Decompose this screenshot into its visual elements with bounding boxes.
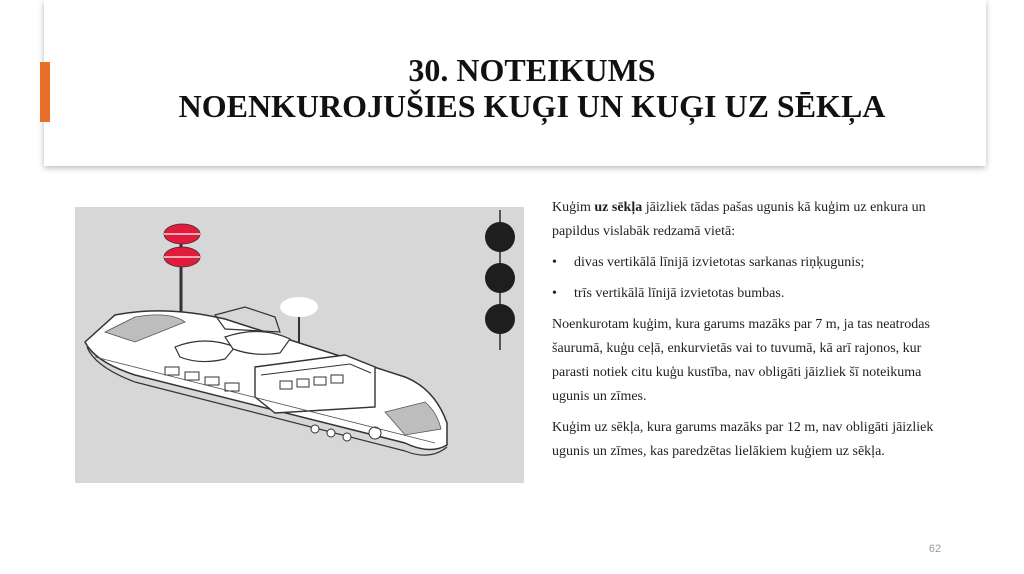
- bullet-text: divas vertikālā līnijā izvietotas sarkanas riņķugunis;: [574, 255, 865, 270]
- bullet-item: [552, 251, 962, 275]
- page-number: 62: [928, 543, 942, 555]
- black-ball-1: [485, 222, 515, 252]
- black-ball-2: [485, 263, 515, 293]
- title-line-1: 30. NOTEIKUMS: [408, 52, 656, 88]
- para1-bold: uz sēkļa: [594, 200, 643, 215]
- ship-aground-illustration: [75, 207, 524, 483]
- black-ball-3: [485, 304, 515, 334]
- paragraph-2: Noenkurotam kuģim, kura garums mazāks par 7 m, ja tas neatrodas šaurumā, kuģu ceļā, enkurvietās vai to tuvumā, kā arī rajonos, kur parasti notiek citu kuģu kustība, nav obligāti jāizliek šī noteikuma ugunis un zīmes.: [552, 317, 930, 404]
- title-line-2: NOENKUROJUŠIES KUĢI UN KUĢI UZ SĒKĻA: [178, 88, 886, 124]
- para1-suffix: jāizliek tādas pašas ugunis kā kuģim uz enkura un papildus vislabāk redzamā vietā:: [552, 200, 926, 239]
- paragraph-1: [552, 196, 962, 244]
- bullet-marker: •: [552, 255, 557, 270]
- day-shapes: [478, 210, 522, 350]
- slide-title: [60, 52, 1004, 124]
- accent-bar: [40, 62, 50, 122]
- bullet-marker: •: [552, 286, 557, 301]
- body-text: [552, 196, 962, 471]
- para1-prefix: Kuģim: [552, 200, 595, 215]
- bullet-text: trīs vertikālā līnijā izvietotas bumbas.: [574, 286, 785, 301]
- paragraph-3: Kuģim uz sēkļa, kura garums mazāks par 12 m, nav obligāti jāizliek ugunis un zīmes, kas paredzētas lielākiem kuģiem uz sēkļa.: [552, 420, 934, 459]
- anchor-light: [280, 297, 318, 317]
- bullet-item: [552, 282, 962, 306]
